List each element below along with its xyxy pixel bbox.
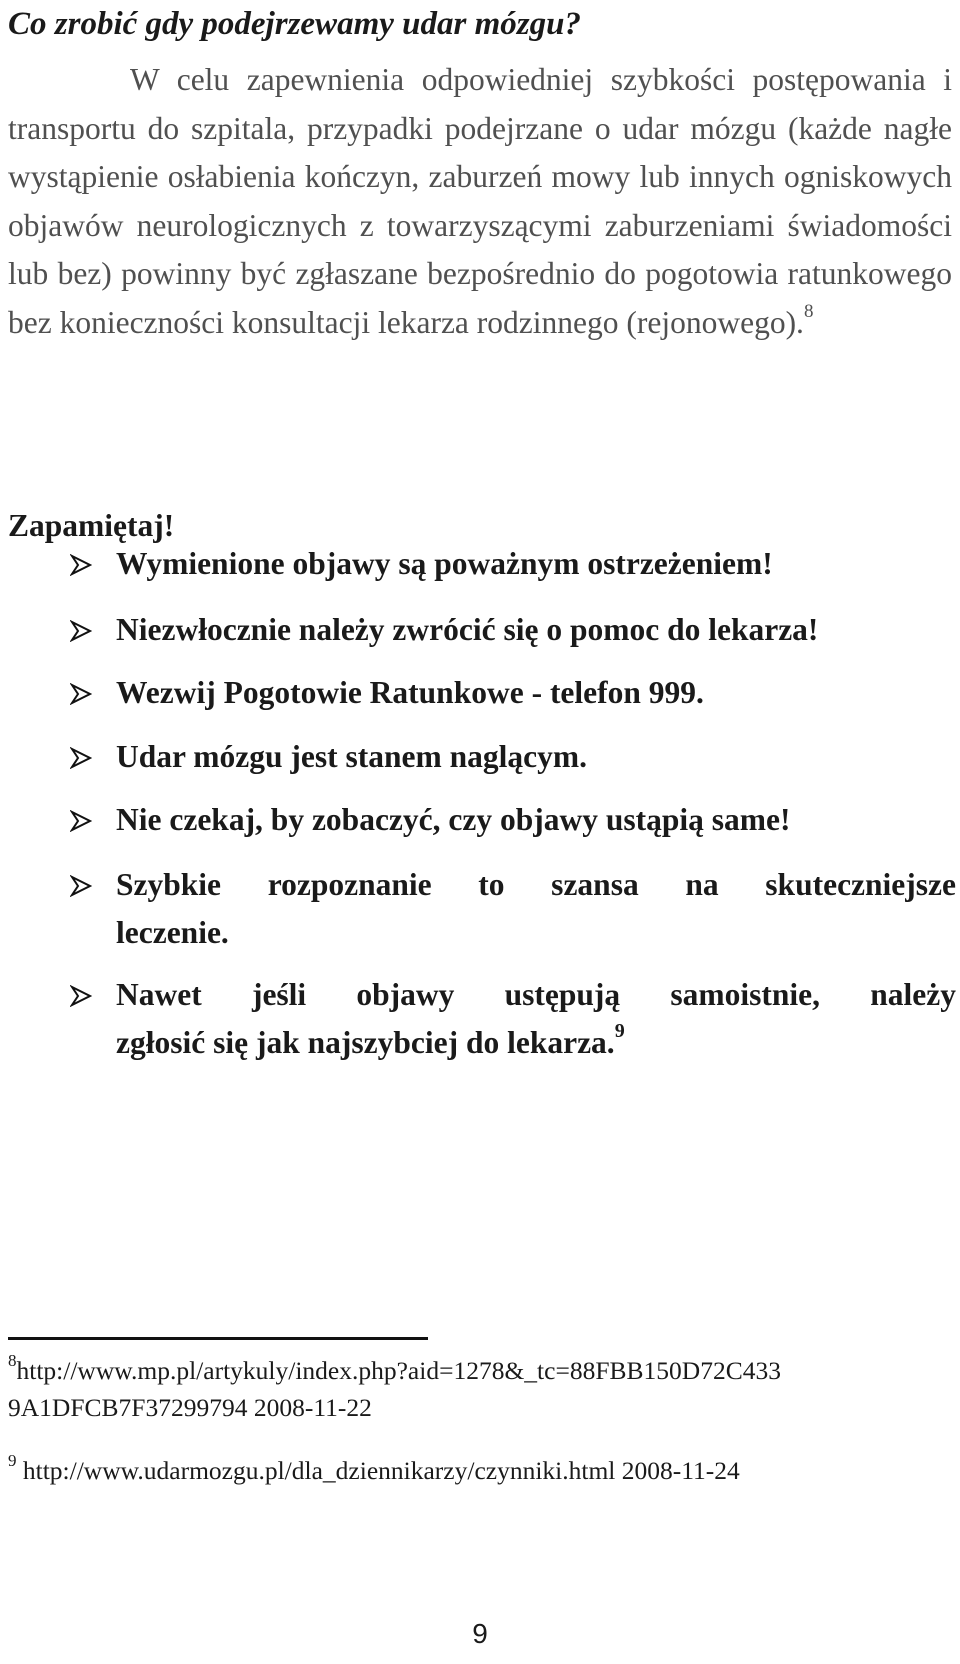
list-item-text: Wezwij Pogotowie Ratunkowe - telefon 999. xyxy=(116,675,704,710)
footnote-link-continued: 9A1DFCB7F37299794 2008-11-22 xyxy=(8,1393,372,1422)
footnote-link: http://www.udarmozgu.pl/dla_dziennikarzy/czynniki.html 2008-11-24 xyxy=(22,1456,740,1485)
footnote-link: http://www.mp.pl/artykuly/index.php?aid=1278&_tc=88FBB150D72C433 xyxy=(16,1356,781,1385)
list-item-text-continued xyxy=(116,1019,956,1067)
list-item-text: Wymienione objawy są poważnym ostrzeżeniem! xyxy=(116,546,773,581)
arrowhead-bullet-icon xyxy=(70,620,92,642)
list-item xyxy=(70,606,956,654)
footnote-ref-9: 9 xyxy=(614,1020,625,1042)
list-item-text-end: zgłosić się jak najszybciej do lekarza. xyxy=(116,1025,615,1060)
arrowhead-bullet-icon xyxy=(70,875,92,897)
list-item xyxy=(70,971,956,1067)
list-item xyxy=(70,861,956,957)
footnote-9 xyxy=(8,1452,948,1489)
arrowhead-bullet-icon xyxy=(70,747,92,769)
list-item-text: Nawet jeśli objawy ustępują samoistnie, należy xyxy=(116,977,956,1012)
list-item xyxy=(70,733,956,781)
page-heading: Co zrobić gdy podejrzewamy udar mózgu? xyxy=(8,6,581,42)
arrowhead-bullet-icon xyxy=(70,683,92,705)
paragraph-text: W celu zapewnienia odpowiedniej szybkości postępowania i transportu do szpitala, przypadki podejrzane o udar mózgu (każde nagłe wystąpienie osłabienia kończyn, zaburzeń mowy lub innych ogniskowych objawów neurologicznych z towarzyszącymi zaburzeniami świadomości lub bez) powinny być zgłaszane bezpośrednio do pogotowia ratunkowego bez konieczności konsultacji lekarza rodzinnego (rejonowego). xyxy=(8,62,952,340)
footnote-number: 8 xyxy=(8,1351,17,1370)
footnote-8 xyxy=(8,1352,948,1426)
arrowhead-bullet-icon xyxy=(70,810,92,832)
arrowhead-bullet-icon xyxy=(70,554,92,576)
footnote-ref-8: 8 xyxy=(803,300,814,322)
arrowhead-bullet-icon xyxy=(70,985,92,1007)
list-item xyxy=(70,540,956,588)
list-item-text: Udar mózgu jest stanem naglącym. xyxy=(116,739,587,774)
list-item-text: Niezwłocznie należy zwrócić się o pomoc do lekarza! xyxy=(116,612,819,647)
list-item xyxy=(70,796,956,844)
list-item xyxy=(70,669,956,717)
list-item-text: Szybkie rozpoznanie to szansa na skuteczniejsze xyxy=(116,867,956,902)
remember-label: Zapamiętaj! xyxy=(8,508,175,543)
page-number: 9 xyxy=(472,1618,488,1649)
footnote-number: 9 xyxy=(8,1451,17,1470)
list-item-text: Nie czekaj, by zobaczyć, czy objawy ustąpią same! xyxy=(116,802,791,837)
intro-paragraph xyxy=(8,56,952,347)
list-item-text-continued: leczenie. xyxy=(116,915,229,950)
footnote-separator xyxy=(8,1337,428,1340)
